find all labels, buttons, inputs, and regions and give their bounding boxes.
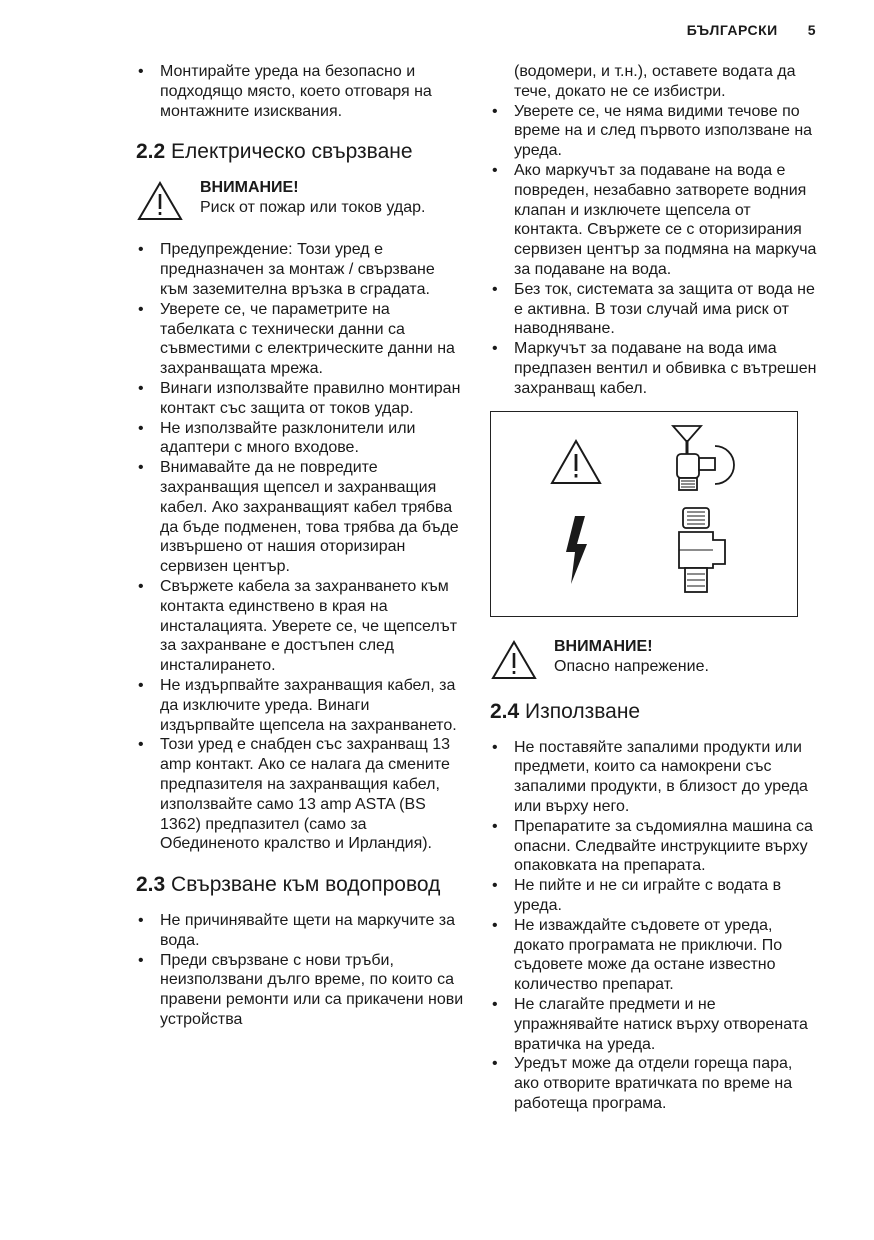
intro-list bbox=[136, 62, 466, 121]
warning-triangle-icon bbox=[490, 639, 538, 681]
warning-box-fire bbox=[136, 178, 466, 222]
hose-valve-icon bbox=[669, 504, 733, 596]
water-list-continued bbox=[490, 102, 820, 399]
list-item: • Не причинявайте щети на маркучите за вода. bbox=[136, 911, 466, 951]
warning-box-voltage bbox=[490, 637, 820, 681]
water-tap-icon bbox=[663, 418, 743, 498]
right-column bbox=[490, 62, 820, 1114]
continued-text: (водомери, и т.н.), оставете водата да тече, докато не се избистри. bbox=[514, 63, 796, 100]
list-item: • Маркучът за подаване на вода има предпазен вентил и обвивка с вътрешен захранващ кабел. bbox=[490, 339, 820, 398]
list-item: • Уверете се, че параметрите на табелката с технически данни са съвместими с електрическите данни на захранващата мрежа. bbox=[136, 300, 466, 379]
warning-text: Риск от пожар или токов удар. bbox=[200, 199, 426, 217]
list-item: • Предупреждение: Този уред е предназначен за монтаж / свързване към заземителна връзка в сградата. bbox=[136, 240, 466, 299]
lightning-bolt-icon bbox=[561, 514, 595, 586]
list-item: • Уверете се, че няма видими течове по време на и след първото използване на уреда. bbox=[490, 102, 820, 161]
warning-triangle-icon bbox=[549, 438, 603, 486]
list-item: • Преди свързване с нови тръби, неизползвани дълго време, по които са правени ремонти или са прикачени нови устройства bbox=[136, 951, 466, 1030]
warning-title: ВНИМАНИЕ! bbox=[554, 637, 653, 655]
warning-text: Опасно напрежение. bbox=[554, 657, 709, 675]
list-item: • Ако маркучът за подаване на вода е повреден, незабавно затворете водния клапан и изключете щепсела от контакта. Свържете се с оторизирания сервизен център за подмяна на маркуча за подаване на вода. bbox=[490, 161, 820, 280]
page-number: 5 bbox=[807, 22, 816, 38]
section-heading-2-4: 2.4 Използване bbox=[490, 699, 641, 723]
list-item: • Този уред е снабден със захранващ 13 amp контакт. Ако се налага да смените предпазителя на захранващия кабел, използвайте само 13 amp ASTA (BS 1362) предпазител (само за Обединеното кралство и Ирландия). bbox=[136, 735, 466, 854]
list-item: • Без ток, системата за защита от вода не е активна. В този случай има риск от наводняване. bbox=[490, 280, 820, 339]
list-item: • Не използвайте разклонители или адаптери с много входове. bbox=[136, 419, 466, 459]
list-item: • Не слагайте предмети и не упражнявайте натиск върху отворената вратичка на уреда. bbox=[490, 995, 820, 1054]
list-item: • Винаги използвайте правилно монтиран контакт със защита от токов удар. bbox=[136, 379, 466, 419]
section-heading-2-2: 2.2 Електрическо свързване bbox=[136, 140, 413, 164]
page-header bbox=[687, 22, 816, 38]
warning-title: ВНИМАНИЕ! bbox=[200, 179, 299, 197]
electrical-list bbox=[136, 240, 466, 854]
list-item: • Внимавайте да не повредите захранващия щепсел и захранващия кабел. Ако захранващият кабел трябва да бъде подменен, това трябва да бъде извършено от нашия оторизиран сервизен център. bbox=[136, 458, 466, 577]
list-item: • Монтирайте уреда на безопасно и подходящо място, което отговаря на монтажните изисквания. bbox=[136, 62, 466, 121]
left-column bbox=[136, 62, 466, 1030]
list-item: • Не пийте и не си играйте с водата в уреда. bbox=[490, 876, 820, 916]
usage-list bbox=[490, 738, 820, 1114]
language-label: БЪЛГАРСКИ bbox=[686, 22, 778, 38]
list-item: • Не изваждайте съдовете от уреда, докато програмата не приключи. По съдовете може да остане известно количество препарат. bbox=[490, 916, 820, 995]
water-list bbox=[136, 911, 466, 1030]
list-item: • Свържете кабела за захранването към контакта единствено в края на инсталацията. Уверете се, че щепселът за захранване е достъпен след инсталирането. bbox=[136, 577, 466, 676]
list-item: • Не поставяйте запалими продукти или предмети, които са намокрени със запалими продукти, в близост до уреда или върху него. bbox=[490, 738, 820, 817]
list-item: • Не издърпвайте захранващия кабел, за да изключите уреда. Винаги издърпвайте щепсела на захранването. bbox=[136, 676, 466, 735]
list-item: • Препаратите за съдомиялна машина са опасни. Следвайте инструкциите върху опаковката на препарата. bbox=[490, 817, 820, 876]
section-heading-2-3: 2.3 Свързване към водопровод bbox=[136, 873, 441, 897]
warning-triangle-icon bbox=[136, 180, 184, 222]
list-item: • Уредът може да отдели гореща пара, ако отворите вратичката по време на работеща програма. bbox=[490, 1054, 820, 1113]
hose-safety-figure bbox=[490, 411, 798, 617]
